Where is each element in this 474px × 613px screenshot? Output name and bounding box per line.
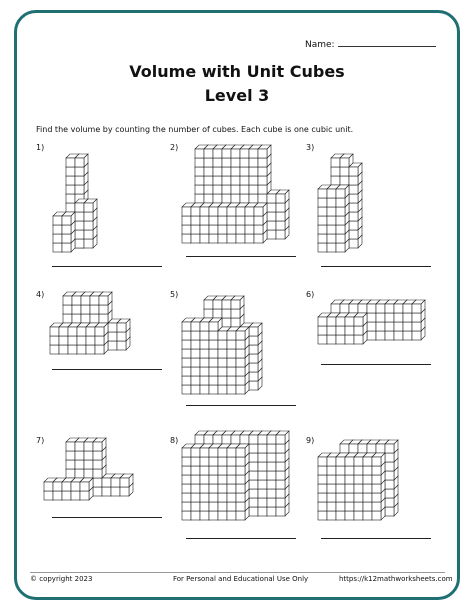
worksheet-level: Level 3	[204, 86, 270, 105]
cube-figure-4	[46, 288, 136, 363]
problem-label: 2)	[170, 143, 179, 152]
unit-cube	[276, 190, 289, 203]
instructions: Find the volume by counting the number of cubes. Each cube is one cubic unit.	[36, 125, 354, 134]
unit-cube	[254, 203, 267, 216]
cube-figure-3	[314, 140, 374, 260]
name-label: Name:	[305, 40, 335, 50]
problem-label: 5)	[170, 290, 179, 299]
unit-cube	[99, 292, 112, 305]
unit-cube	[93, 438, 106, 451]
unit-cube	[95, 323, 108, 336]
answer-line-1[interactable]	[52, 266, 162, 267]
answer-line-7[interactable]	[52, 517, 162, 518]
problem-label: 1)	[36, 143, 45, 152]
cube-figure-2	[178, 140, 298, 250]
answer-line-3[interactable]	[321, 266, 431, 267]
unit-cube	[258, 145, 271, 158]
problem-label: 3)	[306, 143, 315, 152]
unit-cube	[75, 154, 88, 167]
problem-label: 4)	[36, 290, 45, 299]
unit-cube	[236, 444, 249, 457]
problem-label: 6)	[306, 290, 315, 299]
answer-line-5[interactable]	[186, 405, 296, 406]
unit-cube	[385, 440, 398, 453]
unit-cube	[231, 296, 244, 309]
cube-figure-8	[178, 434, 298, 529]
unit-cube	[276, 431, 289, 444]
unit-cube	[412, 300, 425, 313]
answer-line-4[interactable]	[52, 369, 162, 370]
unit-cube	[84, 199, 97, 212]
unit-cube	[62, 212, 75, 225]
problem-label: 7)	[36, 436, 45, 445]
unit-cube	[120, 474, 133, 487]
answer-line-2[interactable]	[186, 256, 296, 257]
cube-figure-6	[314, 288, 434, 353]
footer-divider	[30, 572, 445, 573]
worksheet-title: Volume with Unit Cubes	[129, 62, 345, 81]
unit-cube	[249, 323, 262, 336]
answer-line-8[interactable]	[186, 538, 296, 539]
cube-figure-1	[40, 140, 120, 260]
cube-figure-7	[40, 434, 150, 509]
answer-line-9[interactable]	[321, 538, 431, 539]
unit-cube	[117, 319, 130, 332]
name-line[interactable]	[338, 37, 436, 47]
footer-website: https://k12mathworksheets.com	[339, 575, 453, 583]
unit-cube	[236, 327, 249, 340]
unit-cube	[80, 478, 93, 491]
name-field	[305, 37, 436, 50]
problem-label: 8)	[170, 436, 179, 445]
footer-usage: For Personal and Educational Use Only	[173, 575, 309, 583]
problem-label: 9)	[306, 436, 315, 445]
footer-copyright: © copyright 2023	[30, 575, 93, 583]
unit-cube	[336, 185, 349, 198]
cube-figure-9	[314, 434, 404, 529]
unit-cube	[354, 313, 367, 326]
answer-line-6[interactable]	[321, 364, 431, 365]
cube-figure-5	[178, 288, 278, 403]
unit-cube	[349, 163, 362, 176]
unit-cube	[372, 453, 385, 466]
